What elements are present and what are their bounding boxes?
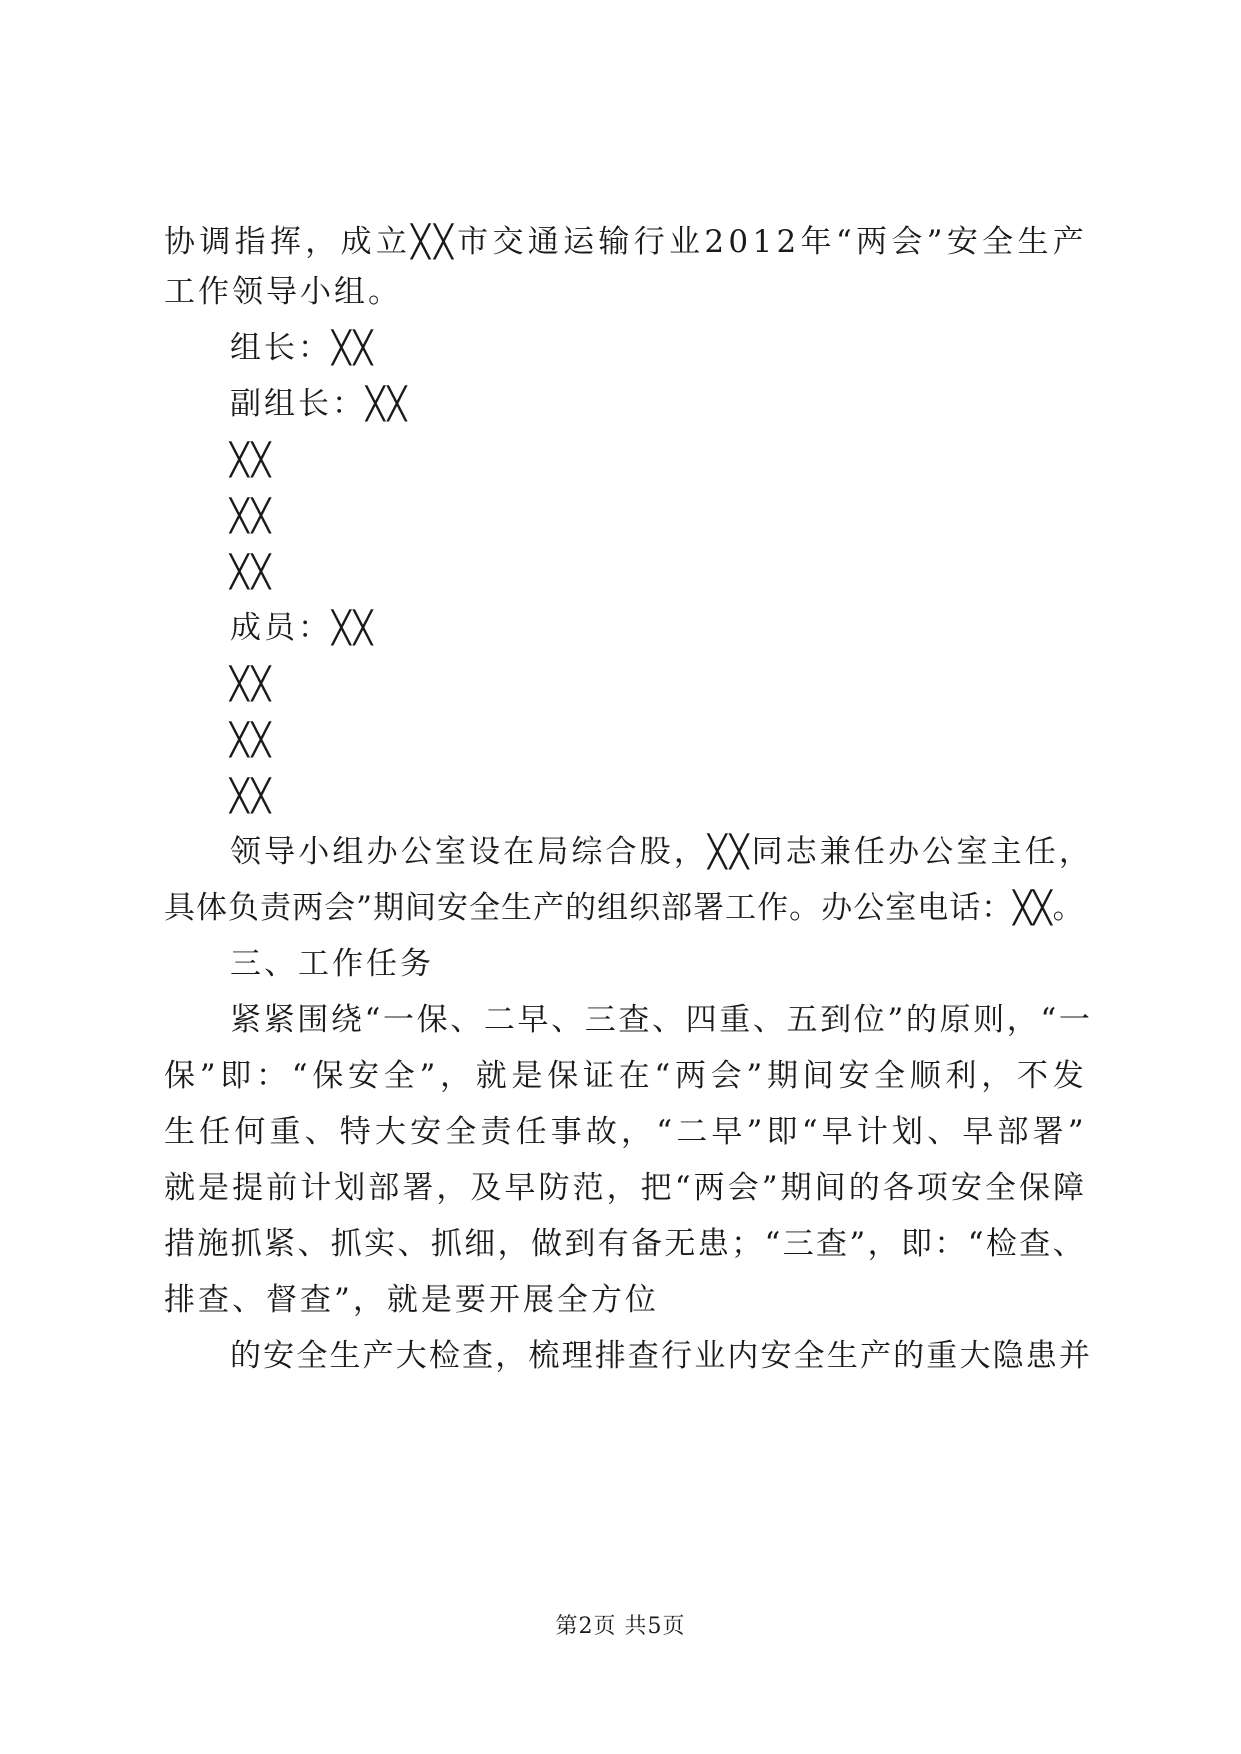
paragraph-line: 紧 紧 围 绕 “ 一 保 、 二 早 、 三 查 、 四 重 、 五 到 位 ” 的 原 则 ， “ 一 (230, 1002, 1090, 1038)
paragraph-line: 就 是 提 前 计 划 部 署 ， 及 早 防 范 ， 把 “ 两 会 ” 期 间 的 各 项 安 全 保 障 (164, 1170, 1084, 1206)
page-number-footer: 第2页 共5页 (555, 1614, 686, 1639)
deputy-name-line: ╳╳ (230, 554, 274, 590)
paragraph-line: 工作领导小组。 (164, 274, 402, 310)
paragraph-line: 措 施 抓 紧 、 抓 实 、 抓 细 ， 做 到 有 备 无 患 ； “ 三 查 ” ， 即 ： “ 检 查 、 (164, 1226, 1084, 1262)
deputy-name-line: ╳╳ (230, 442, 274, 478)
paragraph-line: 的 安 全 生 产 大 检 查 ， 梳 理 排 查 行 业 内 安 全 生 产 的 重 大 隐 患 并 (230, 1338, 1090, 1374)
paragraph-line: 生 任 何 重 、 特 大 安 全 责 任 事 故 ， “ 二 早 ” 即 “ 早 计 划 、 早 部 署 ” (164, 1114, 1084, 1150)
section-heading: 三、工作任务 (230, 946, 434, 982)
member-name-line: ╳╳ (230, 666, 274, 702)
paragraph-line: 保 ” 即 ： “ 保 安 全 ” ， 就 是 保 证 在 “ 两 会 ” 期 间 安 全 顺 利 ， 不 发 (164, 1058, 1084, 1094)
deputy-leader-line: 副组长：╳╳ (230, 386, 410, 422)
paragraph-line: 具 体 负 责 两 会 ” 期 间 安 全 生 产 的 组 织 部 署 工 作 。 办 公 室 电 话 ： ╳ ╳ 。 (164, 890, 1084, 926)
group-leader-line: 组长：╳╳ (230, 330, 376, 366)
paragraph-line: 协 调 指 挥 ， 成 立 ╳ ╳ 市 交 通 运 输 行 业 2 0 1 2 年 “ 两 会 ” 安 全 生 产 (164, 224, 1084, 260)
paragraph-line: 领 导 小 组 办 公 室 设 在 局 综 合 股 ， ╳ ╳ 同 志 兼 任 办 公 室 主 任 ， (230, 834, 1090, 870)
deputy-name-line: ╳╳ (230, 498, 274, 534)
member-name-line: ╳╳ (230, 778, 274, 814)
member-name-line: ╳╳ (230, 722, 274, 758)
members-line: 成员：╳╳ (230, 610, 376, 646)
paragraph-line: 排查、督查”，就是要开展全方位 (164, 1282, 659, 1318)
